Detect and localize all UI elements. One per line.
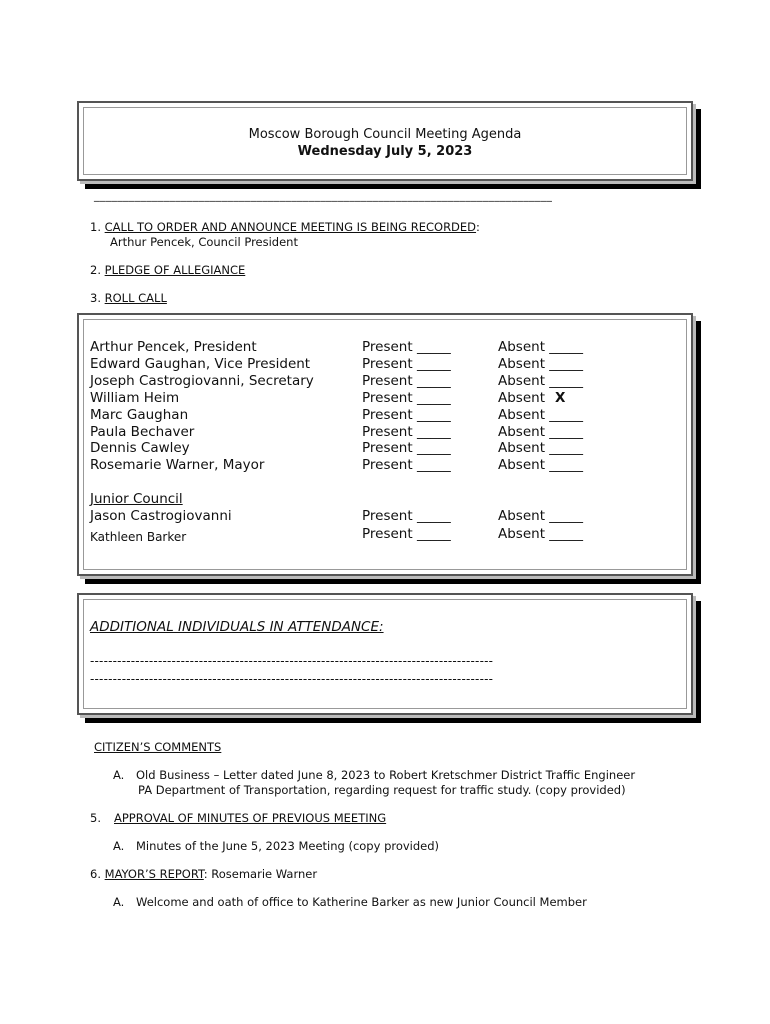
attendance-heading: ADDITIONAL INDIVIDUALS IN ATTENDANCE: <box>90 619 384 635</box>
member-present: Present _____ <box>362 389 451 406</box>
member-absent: Absent _____ <box>498 339 584 355</box>
item-1-sub: Arthur Pencek, Council President <box>110 235 298 249</box>
meeting-date: Wednesday July 5, 2023 <box>297 144 473 159</box>
item-3-title: ROLL CALL <box>104 291 167 305</box>
item-2 <box>90 263 245 277</box>
member-present: Present _____ <box>362 339 451 355</box>
item-6-a-label: A. <box>113 895 125 909</box>
separator-line: _______________________________________________________________________________ <box>94 189 553 202</box>
attendance-line-2: ----------------------------------------------------------------------------------------- <box>90 672 494 686</box>
member-present: Present _____ <box>362 372 451 389</box>
member-present: Present _____ <box>362 423 451 440</box>
member-present: Present _____ <box>362 355 451 372</box>
junior-council-heading: Junior Council <box>90 491 183 507</box>
item-6-a-text: Welcome and oath of office to Katherine Barker as new Junior Council Member <box>136 895 587 909</box>
citizens-a-line2: PA Department of Transportation, regarding request for traffic study. (copy provided) <box>138 783 626 797</box>
member-absent: Absent _____ <box>498 440 584 457</box>
member-name: Paula Bechaver <box>90 423 195 440</box>
item-5-a-text: Minutes of the June 5, 2023 Meeting (copy provided) <box>136 839 440 853</box>
member-name: Edward Gaughan, Vice President <box>90 355 311 372</box>
item-1-suffix: : <box>476 220 480 234</box>
header-box <box>77 101 693 181</box>
junior-absent: Absent _____ <box>498 526 584 542</box>
member-absent: Absent _____ <box>498 406 584 423</box>
member-name: Dennis Cawley <box>90 440 190 457</box>
member-absent: Absent _____ <box>498 423 584 440</box>
member-absent: Absent <box>498 389 545 406</box>
junior-absent: Absent _____ <box>498 508 584 524</box>
member-name: William Heim <box>90 389 180 406</box>
item-5-number: 5. <box>90 811 101 825</box>
item-1 <box>90 220 480 234</box>
junior-name: Kathleen Barker <box>90 530 187 544</box>
citizens-a-label: A. <box>113 768 125 782</box>
member-present: Present _____ <box>362 406 451 423</box>
member-present: Present _____ <box>362 457 451 474</box>
member-name: Rosemarie Warner, Mayor <box>90 457 265 474</box>
agenda-title: Moscow Borough Council Meeting Agenda <box>248 127 522 142</box>
item-6-title: MAYOR’S REPORT <box>104 867 204 881</box>
item-5-title: APPROVAL OF MINUTES OF PREVIOUS MEETING <box>114 811 387 825</box>
item-6-suffix: : Rosemarie Warner <box>203 867 318 881</box>
member-name: Joseph Castrogiovanni, Secretary <box>90 372 314 389</box>
member-present: Present _____ <box>362 440 451 457</box>
item-1-title: CALL TO ORDER AND ANNOUNCE MEETING IS BEING RECORDED <box>104 220 477 234</box>
member-name: Marc Gaughan <box>90 406 189 423</box>
item-1-number: 1. <box>90 220 101 234</box>
member-name: Arthur Pencek, President <box>90 339 257 355</box>
item-6-number: 6. <box>90 867 101 881</box>
junior-present: Present _____ <box>362 526 451 542</box>
item-3 <box>90 291 167 305</box>
member-absent: Absent _____ <box>498 457 584 474</box>
item-3-number: 3. <box>90 291 101 305</box>
junior-present: Present _____ <box>362 508 451 524</box>
item-2-title: PLEDGE OF ALLEGIANCE <box>104 263 246 277</box>
member-absent: Absent _____ <box>498 372 584 389</box>
junior-name: Jason Castrogiovanni <box>90 508 232 524</box>
item-2-number: 2. <box>90 263 101 277</box>
member-absent: Absent _____ <box>498 355 584 372</box>
citizens-a-line1: Old Business – Letter dated June 8, 2023 to Robert Kretschmer District Traffic Engineer <box>136 768 636 782</box>
attendance-line-1: ----------------------------------------------------------------------------------------- <box>90 654 494 668</box>
item-6 <box>90 867 317 881</box>
citizens-heading: CITIZEN’S COMMENTS <box>94 740 222 754</box>
absent-mark: X <box>555 389 566 406</box>
item-5-a-label: A. <box>113 839 125 853</box>
